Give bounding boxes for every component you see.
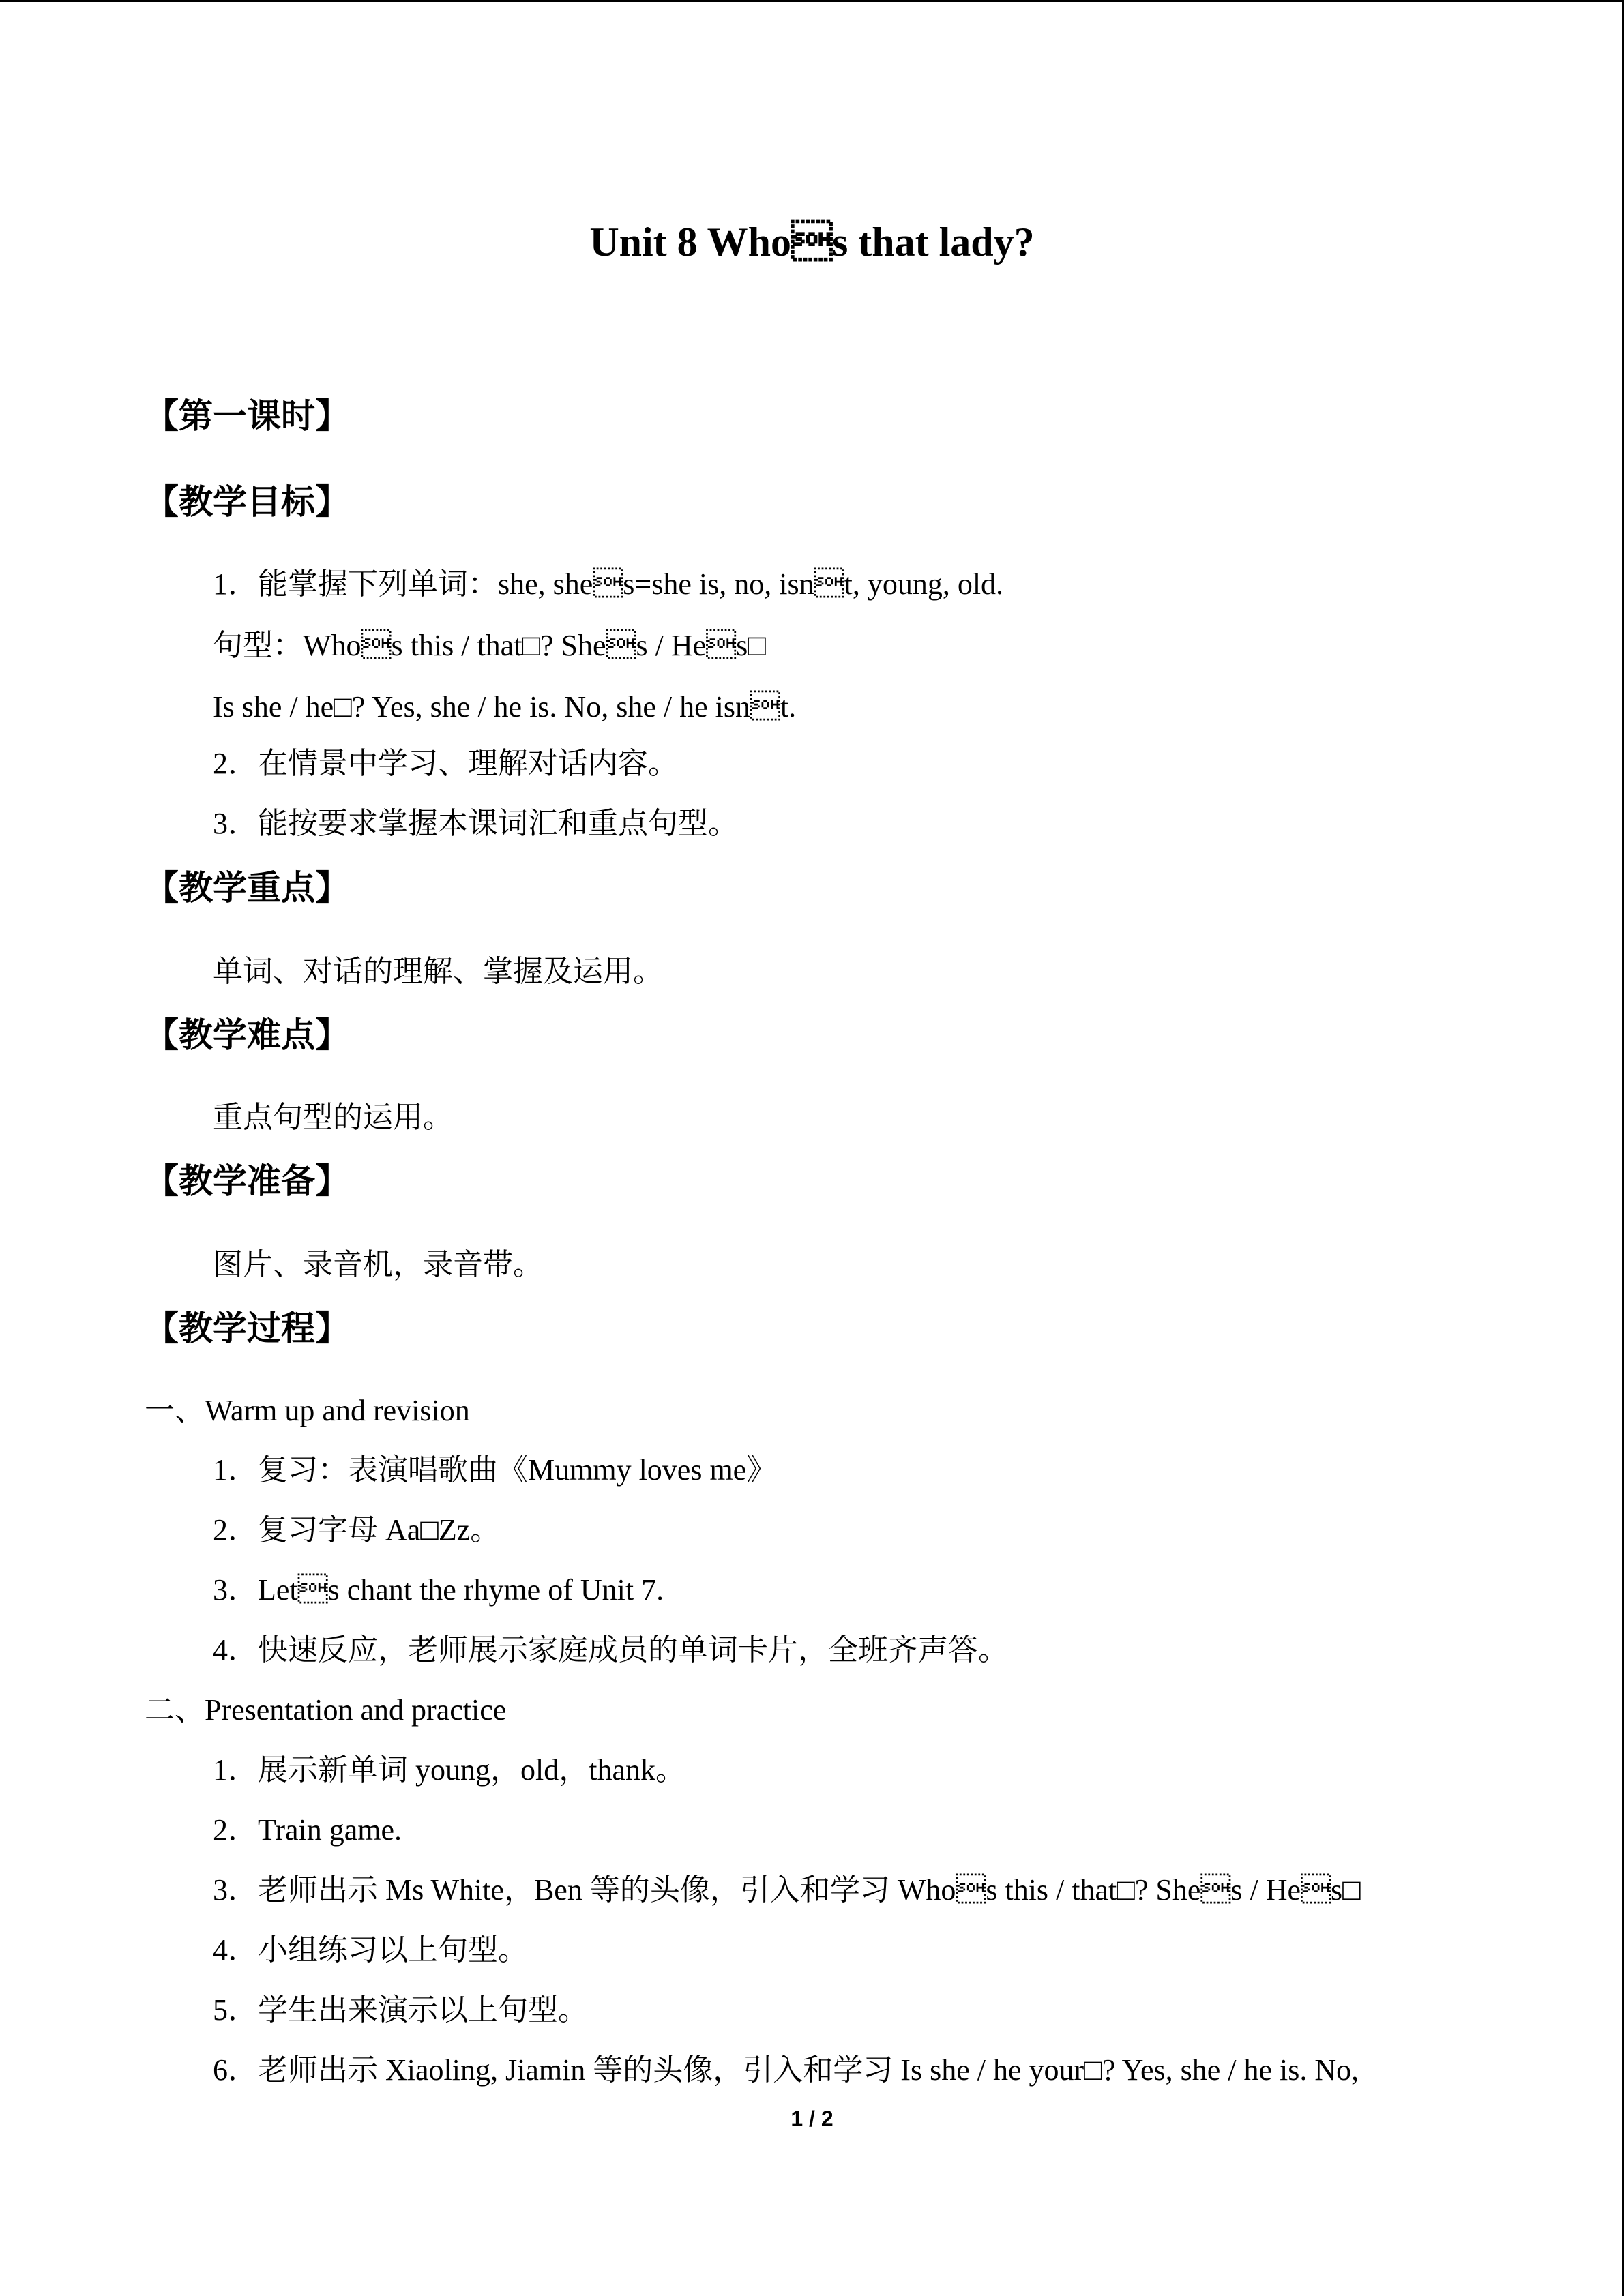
process-item: 6．老师出示 Xiaoling, Jiamin 等的头像，引入和学习 Is she / he your□? Yes, she / he is. No, <box>213 2053 1359 2087</box>
objective-line: 句型：Whos this / that□? Shes / Hes□ <box>213 629 766 662</box>
page-number: 1 / 2 <box>791 2106 833 2131</box>
heading-lesson: 【第一课时】 <box>145 396 349 436</box>
process-item: 3．老师出示 Ms White，Ben 等的头像，引入和学习 Whos this / that□? Shes / Hes□ <box>213 1873 1361 1907</box>
key-points-text: 单词、对话的理解、掌握及运用。 <box>213 955 663 988</box>
heading-key-points: 【教学重点】 <box>145 868 349 908</box>
objective-line: Is she / he□? Yes, she / he is. No, she / he isnt. <box>213 690 797 724</box>
process-item: 2．复习字母 Aa□Zz。 <box>213 1513 501 1547</box>
preparation-text: 图片、录音机，录音带。 <box>213 1248 543 1281</box>
process-part1-title: 一、Warm up and revision <box>145 1394 470 1427</box>
heading-process: 【教学过程】 <box>145 1309 349 1348</box>
heading-preparation: 【教学准备】 <box>145 1161 349 1201</box>
heading-difficulties: 【教学难点】 <box>145 1015 349 1055</box>
process-item: 1．展示新单词 young，old，thank。 <box>213 1753 685 1787</box>
process-item: 1．复习：表演唱歌曲《Mummy loves me》 <box>213 1453 777 1487</box>
process-item: 2．Train game. <box>213 1813 402 1847</box>
objective-line: 3．能按要求掌握本课词汇和重点句型。 <box>213 807 738 840</box>
difficulties-text: 重点句型的运用。 <box>213 1101 453 1134</box>
objective-line: 1．能掌握下列单词：she, shes=she is, no, isnt, young, old. <box>213 567 1004 601</box>
process-item: 4．快速反应，老师展示家庭成员的单词卡片，全班齐声答。 <box>213 1633 1008 1667</box>
process-item: 4．小组练习以上句型。 <box>213 1933 528 1967</box>
process-item: 3．Lets chant the rhyme of Unit 7. <box>213 1573 664 1607</box>
process-item: 5．学生出来演示以上句型。 <box>213 1993 588 2027</box>
document-title: Unit 8 Whos that lady? <box>589 220 1035 265</box>
process-part2-title: 二、Presentation and practice <box>145 1693 507 1727</box>
heading-objectives: 【教学目标】 <box>145 482 349 522</box>
objective-line: 2．在情景中学习、理解对话内容。 <box>213 747 678 780</box>
